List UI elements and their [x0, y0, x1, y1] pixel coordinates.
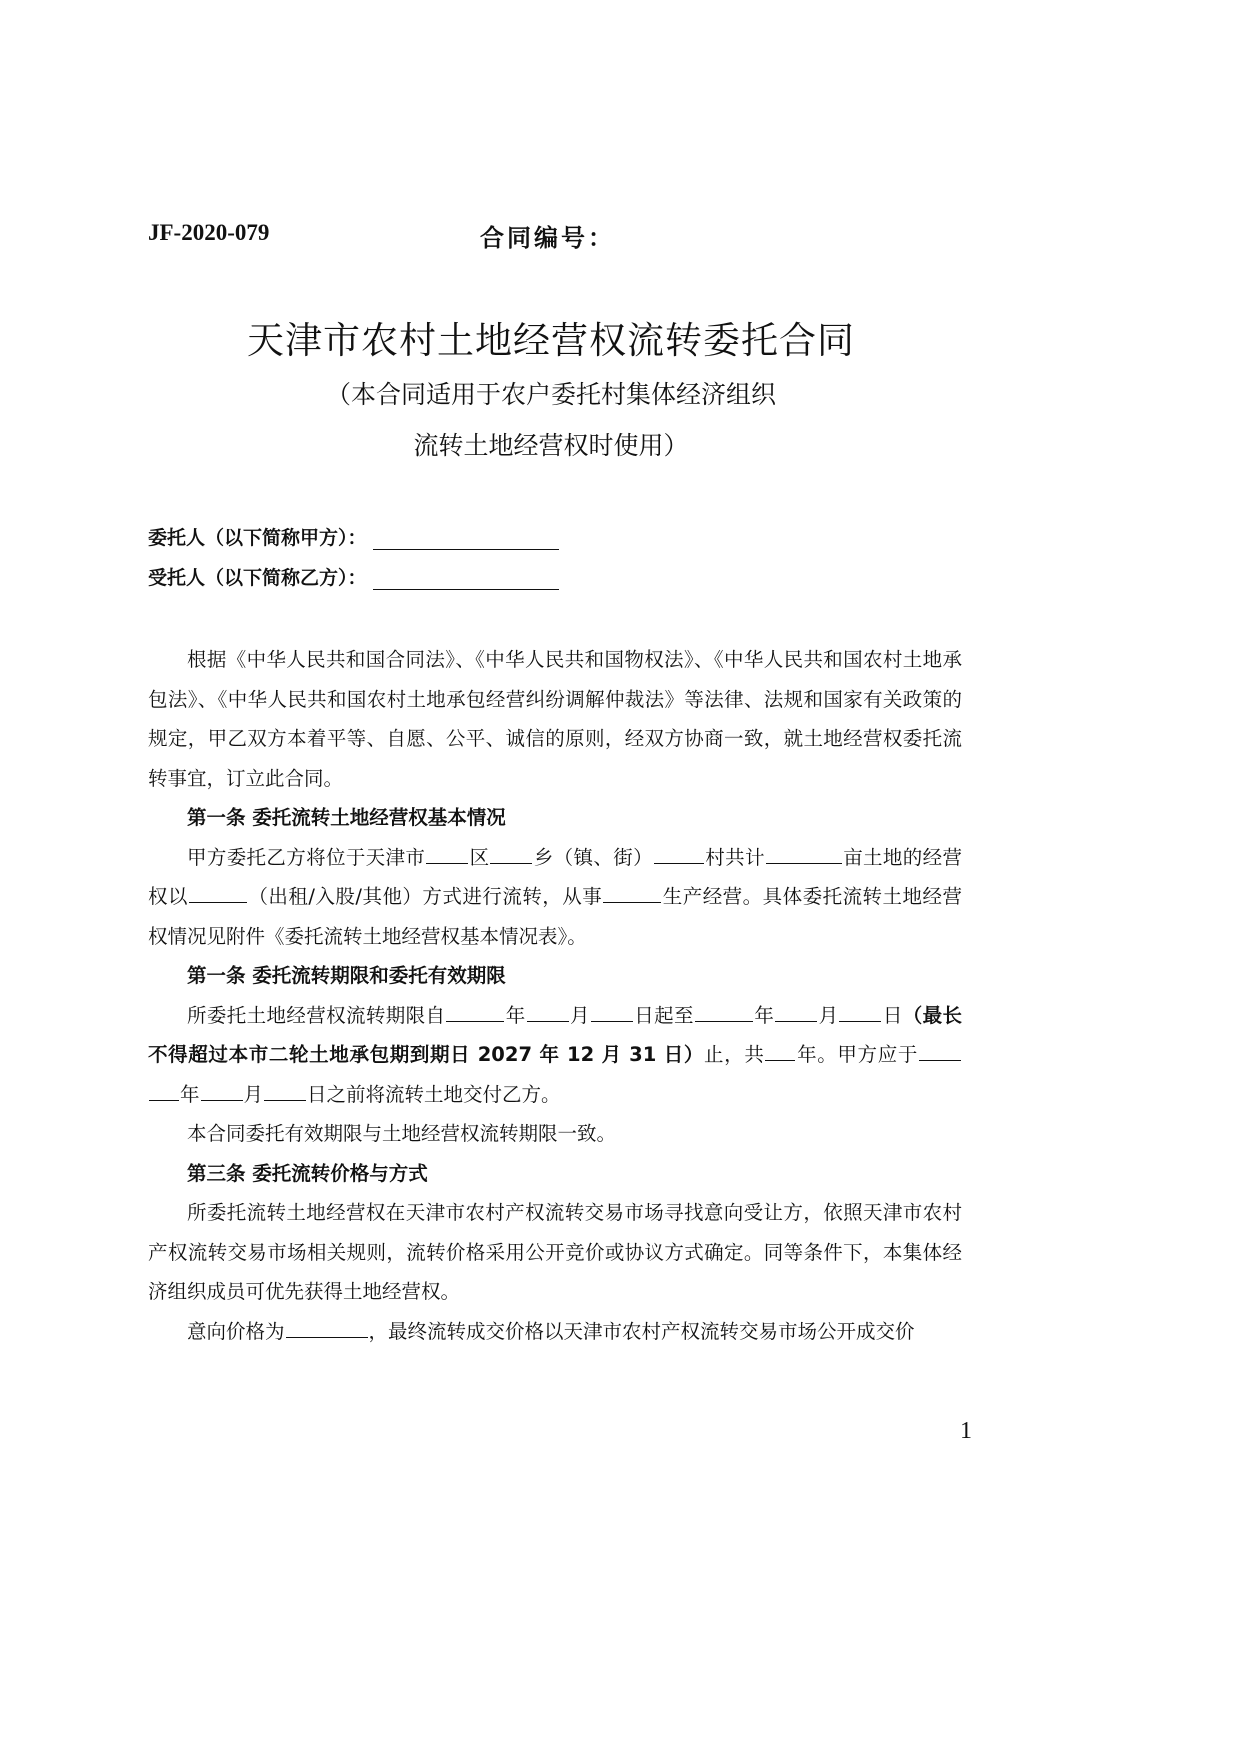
day-label: 日 [882, 1003, 903, 1027]
month-label: 月 [818, 1003, 839, 1027]
total-years-blank [765, 1042, 795, 1061]
party-a-label: 委托人（以下简称甲方）： [148, 527, 367, 549]
article-2-text: 止，共 [704, 1043, 765, 1066]
contract-code: JF-2020-079 [148, 220, 270, 245]
year-label: 年 [753, 1003, 775, 1027]
party-b-label: 受托人（以下简称乙方）： [148, 567, 367, 589]
party-a-blank [373, 529, 559, 550]
preamble-paragraph: 根据《中华人民共和国合同法》、《中华人民共和国物权法》、《中华人民共和国农村土地承包法》、《中华人民共和国农村土地承包经营纠纷调解仲裁法》等法律、法规和国家有关政策的规定，甲乙双方本着平等、自愿、公平、诚信的原则，经双方协商一致，就土地经营权委托流转事宜，订立此合同。 [148, 648, 962, 790]
article-1-text: 村共计 [704, 845, 765, 869]
article-1-text: 乡（镇、街） [533, 845, 653, 869]
page-number: 1 [960, 1418, 972, 1444]
article-2-paragraph [148, 996, 962, 1115]
article-1-text: （出租/入股/其他）方式进行流转，从事 [247, 885, 603, 908]
article-2-text: 所委托土地经营权流转期限自 [187, 1003, 446, 1027]
article-1-text: 生产经营。具体委托流转土地经营权情况见附件《委托流转土地经营权基本情况表》。 [148, 885, 962, 948]
article-3-paragraph-2 [148, 1312, 962, 1352]
subtitle-line-1: （本合同适用于农户委托村集体经济组织 [325, 380, 776, 409]
article-2-validity: 本合同委托有效期限与土地经营权流转期限一致。 [187, 1122, 617, 1145]
article-2-text: 日起至 [633, 1003, 694, 1027]
article-1-heading: 第一条 委托流转土地经营权基本情况 [187, 806, 506, 829]
year-label: 年 [180, 1082, 200, 1106]
contract-number-label: 合同编号： [480, 224, 615, 252]
end-year-blank [695, 1003, 753, 1022]
article-3-text: 意向价格为 [187, 1319, 285, 1343]
township-blank [490, 845, 532, 864]
article-3-paragraph-1: 所委托流转土地经营权在天津市农村产权流转交易市场寻找意向受让方，依照天津市农村产权流转交易市场相关规则，流转价格采用公开竞价或协议方式确定。同等条件下，本集体经济组织成员可优先获得土地经营权。 [148, 1201, 962, 1303]
transfer-method-blank [189, 884, 247, 903]
delivery-year-blank-cont [149, 1082, 179, 1101]
article-2-text: 日之前将流转土地交付乙方。 [307, 1082, 561, 1106]
intended-price-blank [286, 1319, 368, 1338]
article-3-heading: 第三条 委托流转价格与方式 [187, 1161, 428, 1185]
party-a-line [148, 523, 559, 550]
area-blank [766, 845, 842, 864]
start-year-blank [446, 1003, 504, 1022]
term-limit-note: （最长不得超过本市二轮土地承包期到期日 2027 年 12 月 31 日） [148, 1003, 962, 1066]
delivery-day-blank [264, 1082, 306, 1101]
article-1-text: 甲方委托乙方将位于天津市 [187, 845, 426, 869]
start-month-blank [527, 1003, 569, 1022]
month-label: 月 [569, 1003, 590, 1027]
business-type-blank [603, 884, 661, 903]
end-month-blank [775, 1003, 817, 1022]
party-b-line [148, 563, 559, 590]
article-2-text: 年。甲方应于 [796, 1043, 918, 1066]
delivery-month-blank [201, 1082, 243, 1101]
contract-body [148, 640, 962, 1351]
delivery-year-blank [919, 1042, 961, 1061]
document-title: 天津市农村土地经营权流转委托合同 [247, 319, 855, 362]
article-1-text: 亩土地的经营权以 [148, 845, 962, 908]
article-1-paragraph [148, 838, 962, 957]
subtitle-line-2: 流转土地经营权时使用） [413, 431, 689, 460]
year-label: 年 [505, 1003, 526, 1027]
village-blank [654, 845, 704, 864]
article-3-text: ，最终流转成交价格以天津市农村产权流转交易市场公开成交价 [368, 1319, 915, 1343]
district-blank [426, 845, 468, 864]
article-1-text: 区 [469, 845, 490, 869]
start-day-blank [591, 1003, 633, 1022]
end-day-blank [839, 1003, 881, 1022]
article-2-heading: 第一条 委托流转期限和委托有效期限 [187, 964, 506, 987]
header-row [148, 216, 954, 256]
party-b-blank [373, 569, 559, 590]
month-label: 月 [243, 1082, 264, 1106]
